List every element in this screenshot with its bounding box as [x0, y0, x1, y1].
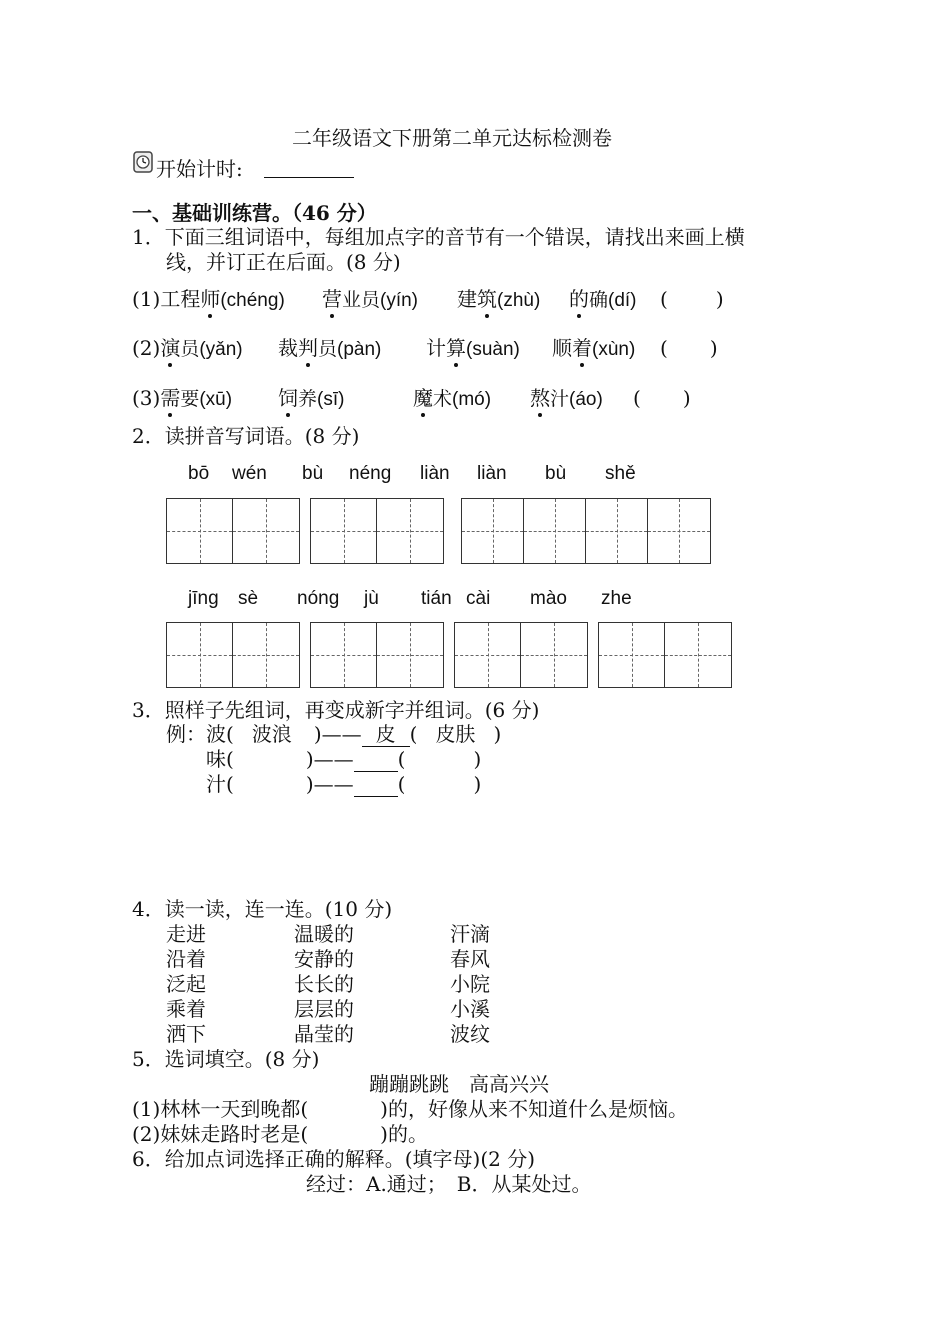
q1-row2-item3: 计算(suàn)	[426, 336, 520, 360]
q1-row3-answer[interactable]: ( )	[633, 386, 691, 410]
pinyin: liàn	[420, 463, 450, 484]
pinyin: liàn	[477, 463, 507, 484]
section-heading: 一、基础训练营。（46 分）	[132, 201, 377, 225]
q1-row1-answer[interactable]: ( )	[660, 287, 724, 311]
match-right[interactable]: 汗滴	[450, 922, 490, 946]
q1-row2-item2: 裁判员(pàn)	[278, 336, 382, 360]
pinyin: tián	[421, 588, 452, 609]
match-middle[interactable]: 长长的	[294, 972, 354, 996]
q1-row2-item4: 顺着(xùn)	[552, 336, 636, 360]
writing-grid[interactable]	[454, 622, 588, 688]
writing-grid[interactable]	[166, 622, 300, 688]
q1-row1-item3: 建筑(zhù)	[457, 287, 541, 311]
timer-label: 开始计时:	[156, 157, 243, 181]
q3-item2[interactable]: 汁( )—— ( )	[206, 772, 482, 796]
q4-line: 4．读一读，连一连。(10 分)	[132, 897, 393, 921]
match-left[interactable]: 洒下	[166, 1022, 206, 1046]
match-left[interactable]: 泛起	[166, 972, 206, 996]
q1-row3-item3: 魔术(mó)	[413, 386, 492, 410]
q3-example: 例：波( 波浪 )—— 皮 ( 皮肤 )	[166, 722, 502, 746]
q3-item1[interactable]: 味( )—— ( )	[206, 747, 482, 771]
match-right[interactable]: 波纹	[450, 1022, 490, 1046]
q6-line: 6．给加点词选择正确的解释。(填字母)(2 分)	[132, 1147, 536, 1171]
pinyin: wén	[232, 463, 267, 484]
pinyin: bù	[545, 463, 567, 484]
q5-line: 5．选词填空。(8 分)	[132, 1047, 320, 1071]
q1-row1: (1)工程师(chéng)	[132, 287, 285, 311]
match-left[interactable]: 沿着	[166, 947, 206, 971]
writing-grid[interactable]	[310, 498, 444, 564]
timer-blank[interactable]	[264, 177, 354, 178]
pinyin: nóng	[297, 588, 340, 609]
pinyin: bō	[188, 463, 210, 484]
q1-line1: 1．下面三组词语中，每组加点字的音节有一个错误，请找出来画上横	[132, 225, 745, 249]
writing-grid[interactable]	[461, 498, 711, 564]
q1-row2-answer[interactable]: ( )	[660, 336, 718, 360]
match-right[interactable]: 小院	[450, 972, 490, 996]
pinyin: jīng	[188, 588, 219, 609]
writing-grid[interactable]	[166, 498, 300, 564]
q5-choices: 蹦蹦跳跳 高高兴兴	[369, 1072, 549, 1096]
pinyin: mào	[530, 588, 567, 609]
pinyin: shě	[605, 463, 636, 484]
match-middle[interactable]: 层层的	[294, 997, 354, 1021]
match-middle[interactable]: 温暖的	[294, 922, 354, 946]
pinyin: zhe	[601, 588, 632, 609]
q1-row3: (3)需要(xū)	[132, 386, 233, 410]
q1-row2: (2)演员(yǎn)	[132, 336, 243, 360]
match-middle[interactable]: 安静的	[294, 947, 354, 971]
match-left[interactable]: 乘着	[166, 997, 206, 1021]
pinyin: cài	[466, 588, 491, 609]
match-right[interactable]: 春风	[450, 947, 490, 971]
match-left[interactable]: 走进	[166, 922, 206, 946]
pinyin: néng	[349, 463, 392, 484]
q1-line2: 线，并订正在后面。(8 分)	[166, 250, 401, 274]
q1-row1-item2: 营业员(yín)	[322, 287, 419, 311]
q6-definition: 经过：A.通过； B．从某处过。	[306, 1172, 592, 1196]
pinyin: bù	[302, 463, 324, 484]
q1-row3-item2: 饲养(sī)	[278, 386, 345, 410]
page-title: 二年级语文下册第二单元达标检测卷	[292, 126, 612, 150]
writing-grid[interactable]	[598, 622, 732, 688]
q1-row1-item4: 的确(dí)	[569, 287, 637, 311]
writing-grid[interactable]	[310, 622, 444, 688]
q2-line: 2．读拼音写词语。(8 分)	[132, 424, 360, 448]
pinyin: sè	[238, 588, 259, 609]
q3-line: 3．照样子先组词，再变成新字并组词。(6 分)	[132, 698, 540, 722]
q5-sentence2[interactable]: (2)妹妹走路时老是( )的。	[132, 1122, 428, 1146]
pinyin: jù	[364, 588, 379, 609]
clock-icon	[132, 150, 154, 174]
q1-row3-item4: 熬汁(áo)	[530, 386, 603, 410]
match-middle[interactable]: 晶莹的	[294, 1022, 354, 1046]
q5-sentence1[interactable]: (1)林林一天到晚都( )的，好像从来不知道什么是烦恼。	[132, 1097, 688, 1121]
match-right[interactable]: 小溪	[450, 997, 490, 1021]
